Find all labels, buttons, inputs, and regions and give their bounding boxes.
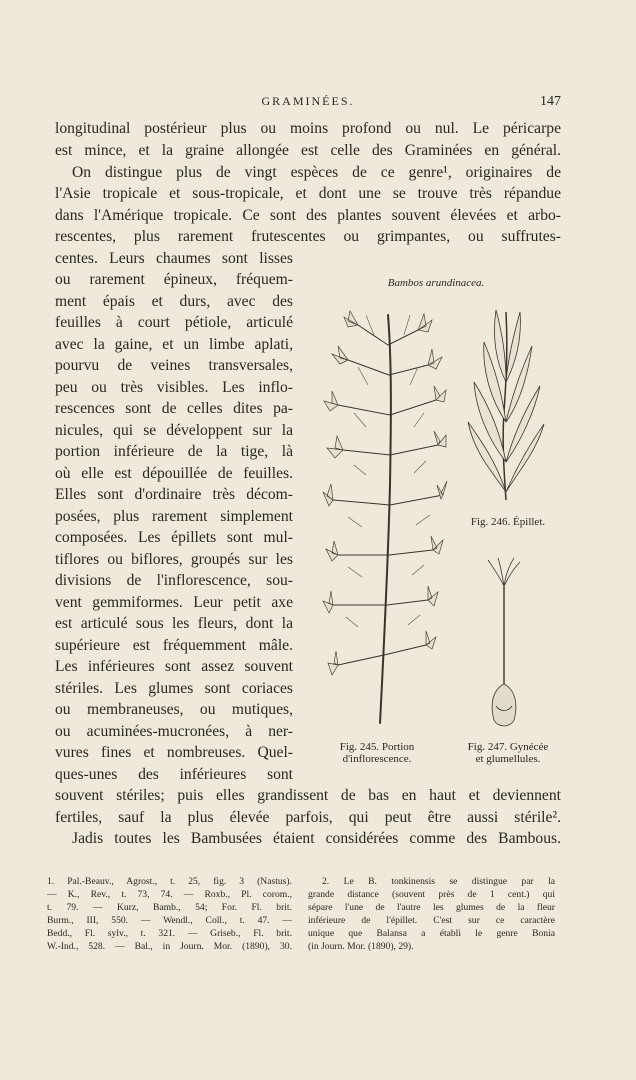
body-line: fertiles, sauf la plus élevée parfois, qui peut être aussi stérile². [55,809,561,826]
footnote-left-line: — K., Rev., t. 73, 74. — Roxb., Pl. corom., [47,889,292,900]
body-line: Jadis toutes les Bambusées étaient considérées comme des Bambous. [72,830,561,847]
fig245-caption-line2: d'inflorescence. [342,753,412,765]
body-line: centes. Leurs chaumes sont lisses [55,250,293,267]
body-line: divisions de l'inflorescence, sou- [55,572,293,589]
body-line: Les inférieures sont assez souvent [55,658,293,675]
body-line: nicules, qui se développent sur la [55,422,293,439]
body-line: vures fines et nombreuses. Quel- [55,744,293,761]
body-line: où elle est dépouillée de feuilles. [55,465,293,482]
footnote-left-line: Bedd., Fl. sylv., t. 321. — Griseb., Fl. brit. [47,928,292,939]
fig247-caption-line1: Fig. 247. Gynécée [467,741,549,753]
body-line: composées. Les épillets sont mul- [55,529,293,546]
body-line: ment épais et durs, avec des [55,293,293,310]
footnote-right-line: 2. Le B. tonkinensis se distingue par la [322,876,555,887]
body-line: est mince, et la graine allongée est celle des Graminées en général. [55,142,561,159]
fig247-caption-line2: et glumellules. [475,753,541,765]
fig245-caption-line1: Fig. 245. Portion [339,741,415,753]
page-number: 147 [540,94,561,109]
body-line: ou acuminées-mucronées, à ner- [55,723,293,740]
body-line: supérieure est fréquemment mâle. [55,637,293,654]
footnote-left-line: 1. Pal.-Beauv., Agrost., t. 25, fig. 3 (Nastus). [47,876,292,887]
body-line: Elles sont d'ordinaire très décom- [55,486,293,503]
inflorescence-illustration [318,305,448,725]
body-line: On distingue plus de vingt espèces de ce genre¹, originaires de [72,164,561,181]
body-line: stériles. Les glumes sont coriaces [55,680,293,697]
body-line: tiflores ou biflores, groupés sur les [55,551,293,568]
body-line: peu ou très visibles. Les inflo- [55,379,293,396]
footnote-left-line: W.-Ind., 528. — Bal., in Journ. Mor. (1890), 30. [47,941,292,952]
body-line: vent gemmiformes. Leur petit axe [55,594,293,611]
footnote-left-line: t. 79. — Kurz, Bamb., 54; For. Fl. brit. [47,902,292,913]
footnote-left-line: Burm., III, 550. — Wendl., Coll., t. 47. — [47,915,292,926]
body-line: rescences sont de celles dites pa- [55,400,293,417]
body-line: l'Asie tropicale et sous-tropicale, et dont une se trouve très répandue [55,185,561,202]
figure-title: Bambos arundinacea. [387,277,485,289]
spikelet-illustration [462,302,552,502]
body-line: ou rarement épineux, fréquem- [55,271,293,288]
gynoecium-illustration [482,556,526,732]
footnote-right-line: (in Journ. Mor. (1890), 29). [308,941,414,952]
body-line: longitudinal postérieur plus ou moins profond ou nul. Le péricarpe [55,120,561,137]
body-line: dans l'Amérique tropicale. Ce sont des plantes souvent élevées et arbo- [55,207,561,224]
body-line: ou membraneuses, ou mutiques, [55,701,293,718]
body-line: rescentes, plus rarement frutescentes ou grimpantes, ou suffrutes- [55,228,561,245]
body-line: posées, plus rarement simplement [55,508,293,525]
body-line: ques-unes des inférieures sont [55,766,293,783]
page-header [55,94,561,112]
running-head: GRAMINÉES. [261,94,355,108]
body-line: portion inférieure de la tige, là [55,443,293,460]
footnote-right-line: inférieure de l'épillet. C'est sur ce caractère [308,915,555,926]
footnote-right-line: grande distance (souvent près de 1 cent.) qui [308,889,555,900]
footnote-right-line: sépare l'une de l'autre les glumes de la fleur [308,902,555,913]
body-line: feuilles à court pétiole, articulé [55,314,293,331]
body-line: est articulé sous les fleurs, dont la [55,615,293,632]
footnote-right-line: unique que Balansa a établi le genre Bonia [308,928,555,939]
body-line: avec la gaine, et un limbe aplati, [55,336,293,353]
body-line: pourvu de veines transversales, [55,357,293,374]
body-line: souvent stériles; puis elles grandissent de bas en haut et deviennent [55,787,561,804]
fig246-caption: Fig. 246. Épillet. [470,516,546,528]
